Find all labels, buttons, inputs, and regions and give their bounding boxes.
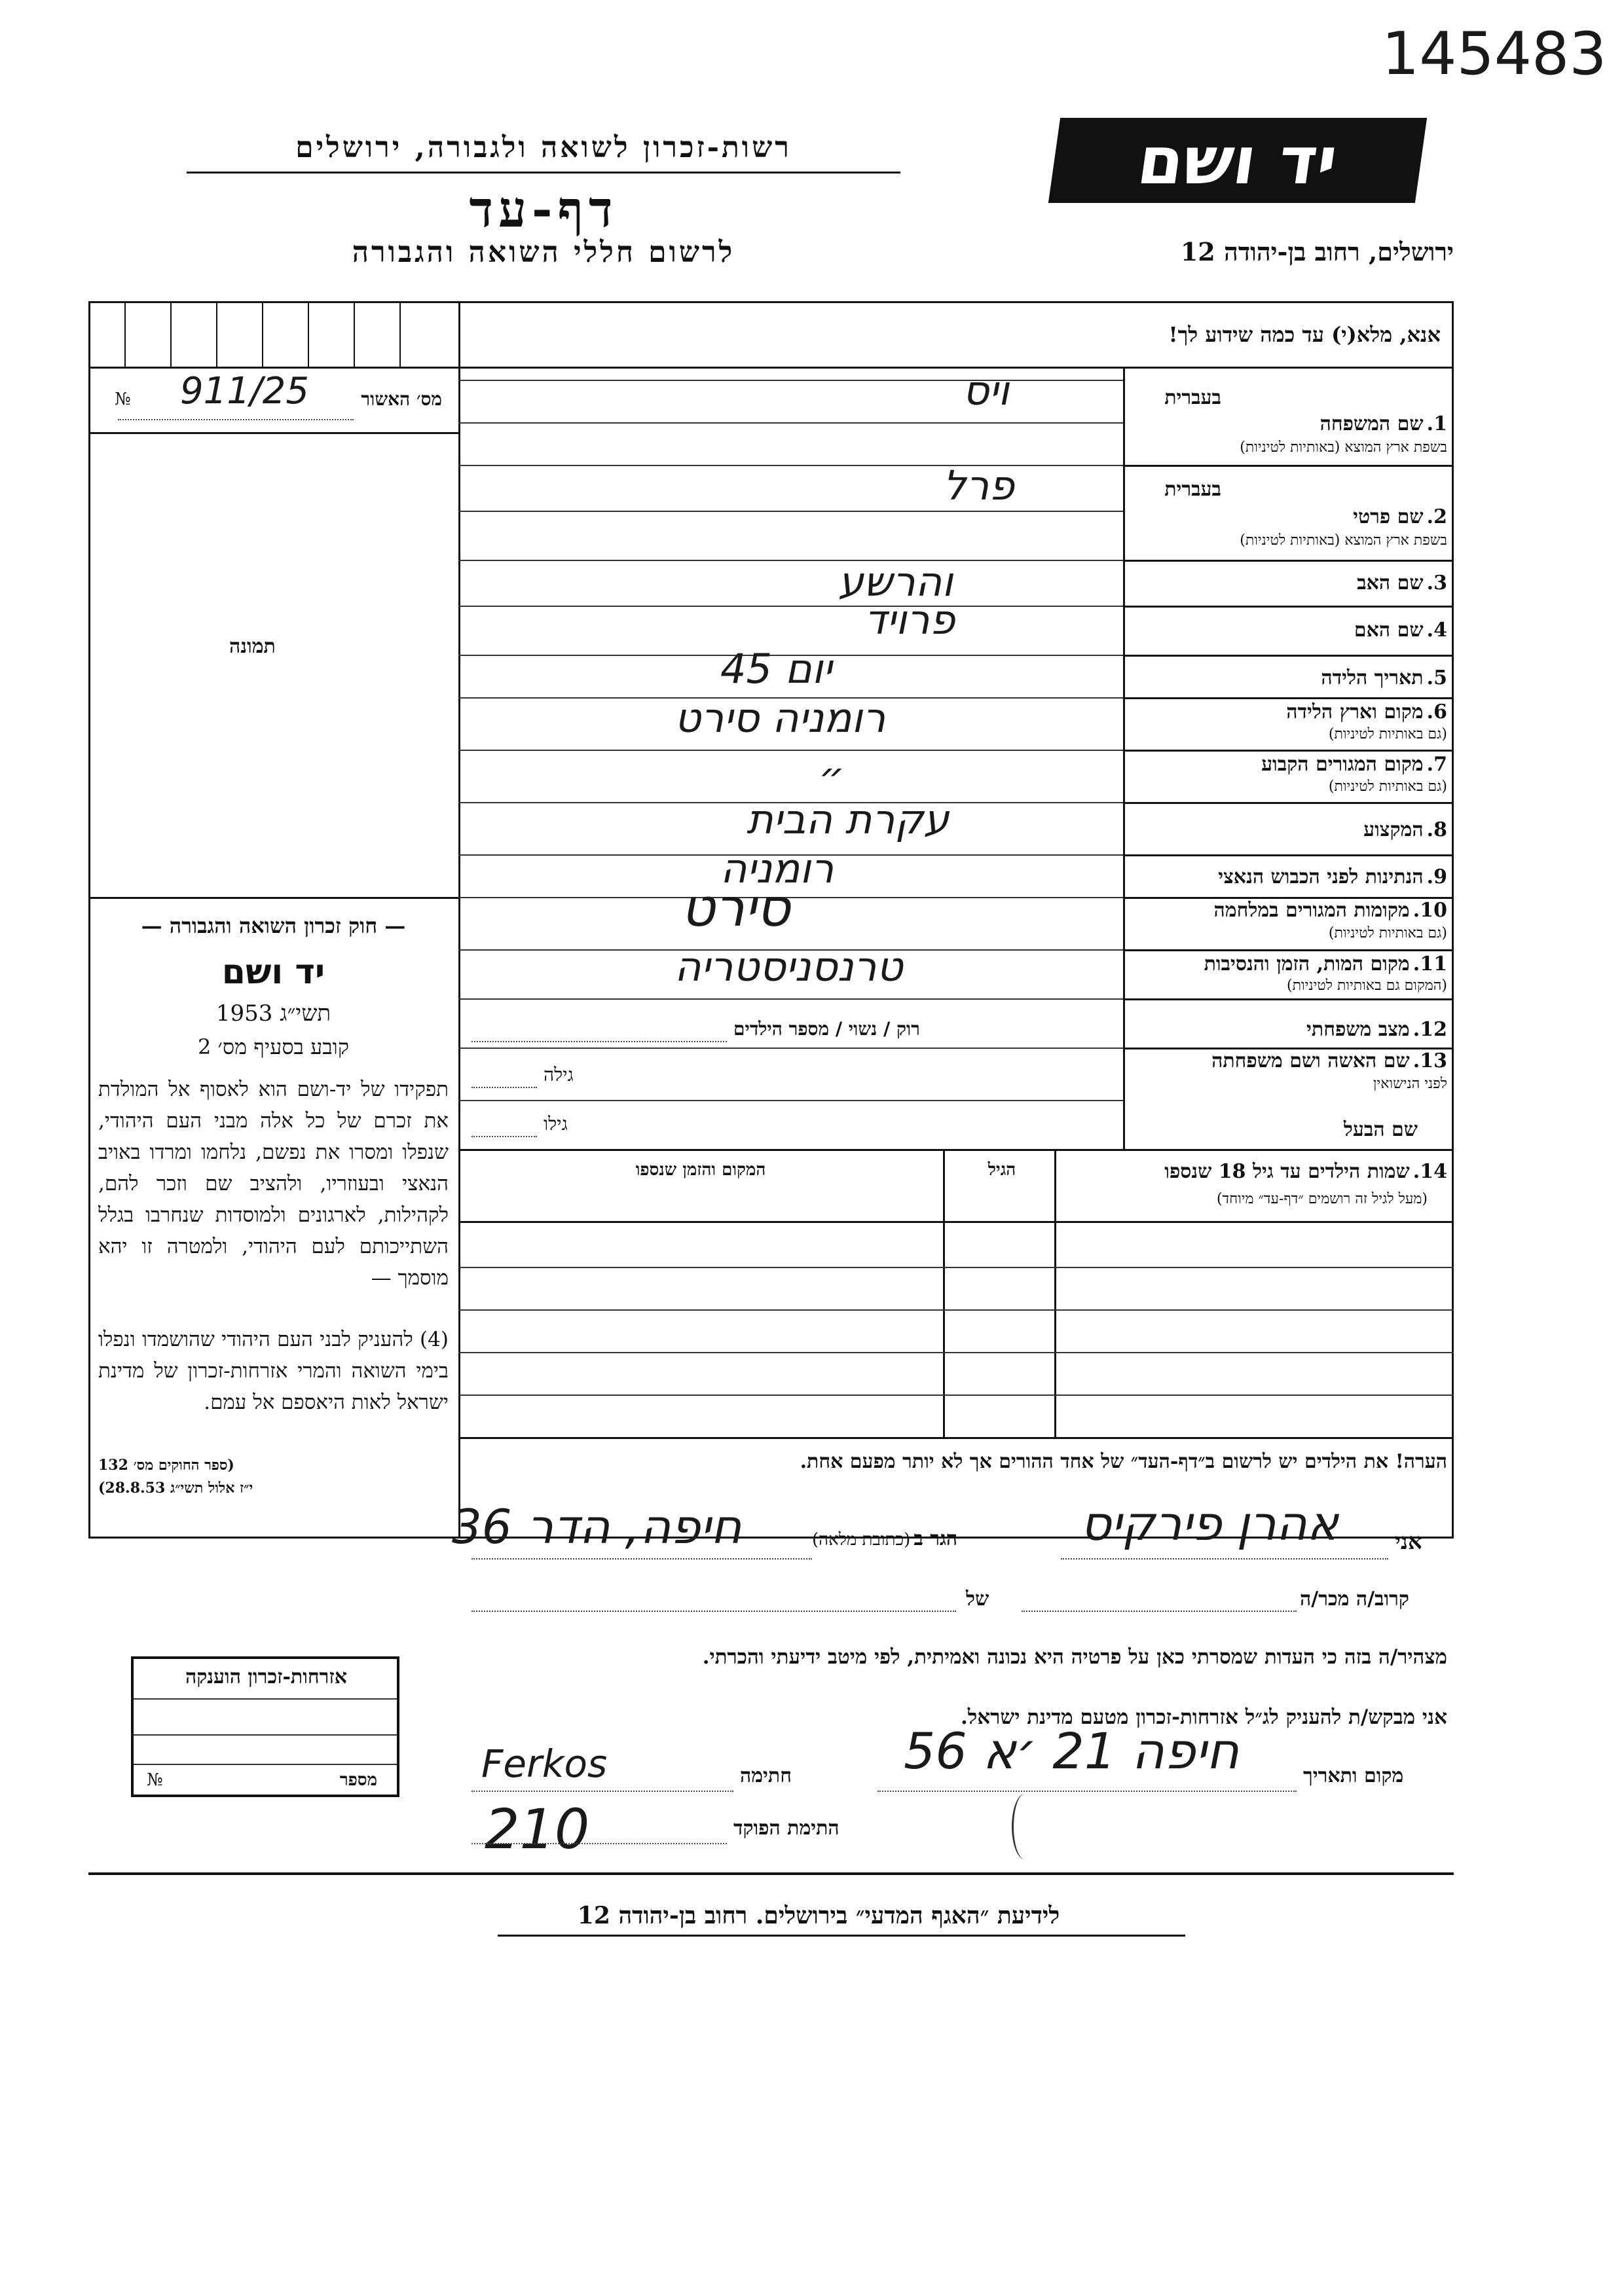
field-label: שם האם <box>1354 619 1424 642</box>
death-place-value: טרנסניסטריה <box>674 943 903 991</box>
footer-text: לידיעת ״האגף המדעי״ בירושלים. רחוב בן-יהודה 12 <box>577 1902 1060 1929</box>
field-label: שם פרטי <box>1353 505 1424 528</box>
field-number: 2. <box>1426 505 1447 528</box>
birth-place-value: רומניה סירט <box>674 694 886 742</box>
field-number: 7. <box>1426 753 1447 776</box>
field-number: 1. <box>1426 412 1447 435</box>
war-residence-value: סירט <box>681 877 790 938</box>
field-label: תאריך הלידה <box>1321 666 1424 689</box>
resides-label: הגר ב <box>913 1527 958 1550</box>
field-occupation <box>1126 818 1447 841</box>
field-number: 13. <box>1412 1049 1447 1072</box>
law-title: — חוק זכרון השואה והגבורה — <box>141 913 406 938</box>
certificate-no-mark: № <box>147 1770 163 1790</box>
field-number: 3. <box>1426 572 1447 594</box>
field-number: 10. <box>1412 899 1447 922</box>
field-label: שם האשה ושם משפחתה <box>1211 1049 1410 1072</box>
declaration-text: מצהיר/ה בזה כי העדות שמסרתי כאן על פרטיה היא נכונה ואמיתית, לפי מיטב ידיעתי והכרתי. <box>702 1645 1447 1669</box>
declarant-address: חיפה, הדר 36 <box>452 1499 742 1554</box>
field-number: 12. <box>1412 1018 1447 1041</box>
page-title: דף-עד <box>469 180 618 238</box>
certificate-number-label: מספר <box>339 1770 377 1790</box>
family-name-value: ויס <box>963 367 1009 414</box>
field-label: מקום המגורים הקבוע <box>1261 753 1424 776</box>
field-sublabel: בשפת ארץ המוצא (באותיות לטיניות) <box>1240 532 1447 549</box>
field-number: 6. <box>1426 701 1447 723</box>
note-text: הערה! את הילדים יש לרשום ב״דף-העד״ של אחד ההורים אך לא יותר מפעם אחת. <box>800 1450 1447 1473</box>
law-ref-2: י״ז אלול תשי״ג 28.8.53) <box>98 1480 253 1497</box>
children-label: שמות הילדים עד גיל 18 שנספו <box>1164 1160 1410 1183</box>
place-date-label: מקום ותאריך <box>1303 1764 1404 1787</box>
field-war-residence <box>1126 899 1447 922</box>
field-sublabel: (גם באותיות לטיניות) <box>1328 726 1447 742</box>
field-mother-name <box>1126 619 1447 642</box>
field-birth-date <box>1126 666 1447 689</box>
field-label: המקצוע <box>1363 818 1424 841</box>
declarant-i-label: אני <box>1395 1529 1422 1555</box>
field-label: שם המשפחה <box>1320 412 1424 435</box>
field-label: מקומות המגורים במלחמה <box>1213 899 1410 922</box>
children-header <box>1061 1160 1447 1183</box>
field-number: 11. <box>1412 953 1447 975</box>
law-clause: קובע בסעיף מס׳ 2 <box>198 1034 349 1059</box>
photo-label: תמונה <box>229 635 276 658</box>
first-name-value: פרל <box>943 462 1014 509</box>
officer-label: התימת הפוקד <box>733 1817 840 1840</box>
field-birth-place <box>1126 701 1447 723</box>
header-address: ירושלים, רחוב בן-יהודה 12 <box>1180 237 1454 266</box>
field-sublabel: בשפת ארץ המוצא (באותיות לטיניות) <box>1240 439 1447 456</box>
field-number: 5. <box>1426 666 1447 689</box>
resides-row <box>812 1527 957 1550</box>
request-text: אני מבקש/ת להעניק לג״ל אזרחות-זכרון מטעם מדינת ישראל. <box>960 1705 1447 1729</box>
relative-label: קרוב/ה מכר/ה <box>1300 1588 1409 1611</box>
field-sublabel: (גם באותיות לטיניות) <box>1328 778 1447 795</box>
officer-mark <box>1012 1794 1038 1859</box>
law-text-2: (4) להעניק לבני העם היהודי שהושמדו ונפלו בימי השואה והמרי אזרחות-זכרון של מדינת ישראל לאות היאספם אל עמם. <box>98 1328 449 1414</box>
field-sublabel: לפני הנישואין <box>1373 1076 1447 1092</box>
signature-label: חתימה <box>740 1764 792 1787</box>
field-residence <box>1126 753 1447 776</box>
certificate-box <box>131 1656 399 1797</box>
field-label: מצב משפחתי <box>1306 1018 1410 1041</box>
intro-text: אנא, מלא(י) עד כמה שידוע לך! <box>1168 322 1441 347</box>
logo-text: יד ושם <box>1133 122 1342 199</box>
age-wife-label: גילה <box>544 1064 574 1085</box>
field-first-name <box>1126 505 1447 528</box>
field-number: 4. <box>1426 619 1447 642</box>
children-number: 14. <box>1412 1160 1447 1183</box>
approval-row <box>108 370 449 416</box>
page-subtitle: לרשום חללי השואה והגבורה <box>352 236 735 269</box>
approval-label: מס׳ האשור <box>361 388 442 410</box>
hebrew-tag-2: בעברית <box>1164 478 1221 501</box>
declarant-name: אהרן פירקיס <box>1080 1496 1338 1551</box>
field-father-name <box>1126 572 1447 594</box>
marital-options: רוק / נשוי / מספר הילדים <box>733 1018 920 1040</box>
children-sublabel: (מעל לגיל זה רושמים ״דף-עד״ מיוחד) <box>1216 1191 1428 1207</box>
age-husband-label: גילו <box>544 1113 568 1135</box>
husband-label: שם הבעל <box>1343 1118 1418 1141</box>
field-marital-status <box>1126 1018 1447 1041</box>
field-wife-name <box>1126 1049 1447 1072</box>
field-family-name <box>1126 412 1447 435</box>
nationality-value: רומניה <box>720 845 834 892</box>
residence-value: ״ <box>819 753 845 801</box>
approval-no-mark: № <box>115 390 131 409</box>
field-nationality <box>1126 866 1447 888</box>
field-label: מקום המות, הזמן והנסיבות <box>1204 953 1410 975</box>
mother-name-value: פרויד <box>864 596 955 644</box>
field-number: 9. <box>1426 866 1447 888</box>
occupation-value: עקרת הבית <box>747 795 950 843</box>
field-number: 8. <box>1426 818 1447 841</box>
authority-name: רשות-זכרון לשואה ולגבורה, ירושלים <box>295 131 792 164</box>
birth-date-value: יום 45 <box>720 645 832 693</box>
yad-vashem-logo <box>1048 118 1427 203</box>
certificate-title: אזרחות-זכרון הוענקה <box>185 1666 348 1688</box>
of-label: של <box>966 1588 989 1611</box>
signature-value: Ferkos <box>481 1741 608 1786</box>
approval-number: 911/25 <box>180 370 310 412</box>
law-text: תפקידו של יד-ושם הוא לאסוף אל המולדת את זכרם של כל אלה מבני העם היהודי, שנפלו ומסרו את נפשם, נלחמו ומרדו באויב הנאצי ובעוזריו, ולהציב שם וזכר להם, לקהילות, לארגונים ולמוסדות שנחרבו בגלל השתייכותם לעם היהודי, ולמטרה זו יהא מוסמך — <box>98 1078 449 1290</box>
law-name: יד ושם <box>221 953 325 992</box>
officer-signature: 210 <box>485 1797 590 1861</box>
place-date-value: חיפה 21 ׳א 56 <box>904 1722 1240 1780</box>
field-label: מקום וארץ הלידה <box>1286 701 1424 723</box>
children-col-age: הגיל <box>987 1160 1016 1180</box>
address-hint: (כתובת מלאה) <box>812 1530 911 1550</box>
field-sublabel: (המקום גם באותיות לטיניות) <box>1287 977 1447 994</box>
children-col-place: המקום והזמן שנספו <box>635 1160 766 1180</box>
field-death-place <box>1126 953 1447 975</box>
field-sublabel: (גם באותיות לטיניות) <box>1328 925 1447 941</box>
father-name-value: והרשע <box>838 558 953 606</box>
field-label: שם האב <box>1357 572 1424 594</box>
field-label: הנתינות לפני הכבוש הנאצי <box>1218 866 1424 888</box>
law-ref: (ספר החוקים מס׳ 132 <box>98 1457 234 1474</box>
hebrew-tag-1: בעברית <box>1164 386 1221 409</box>
law-year: תשי״ג 1953 <box>215 1000 331 1027</box>
archive-number: 145483 <box>1382 20 1607 88</box>
